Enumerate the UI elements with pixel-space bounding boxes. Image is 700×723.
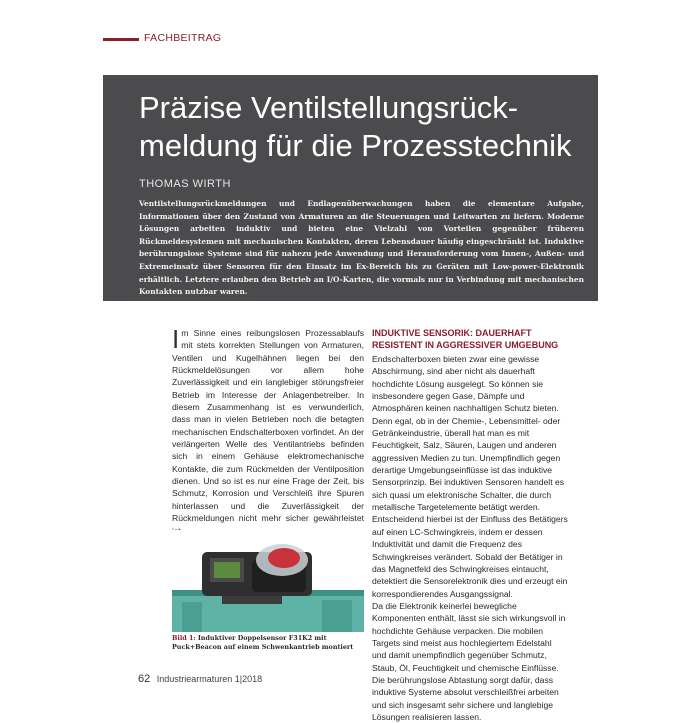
kicker-rule [103, 38, 139, 41]
article-title: Präzise Ventilstellungsrück-meldung für die Prozesstechnik [139, 90, 572, 163]
figure-label: Bild 1: [172, 634, 196, 642]
page-number: 62 [138, 673, 151, 685]
body-text-left: m Sinne eines reibungslosen Prozessablaufs mit stets korrekten Stellungen von Armaturen, Ventilen und Kugelhähnen liegen bei den Rückmeldelösungen vor allem hohe Zuverlässigkeit und ein langlebiger störungsfreier Betrieb im Interesse der Anlagenbetreiber. In diesem Zusammenhang ist es verwunderlich, dass man in vielen Betrieben noch die betagten mechanischen Endschalterboxen vorfindet. An der verlängerten Welle des Ventilantriebs befinden sich in einem Gehäuse elektromechanische Kontakte, die zum Rückmelden der Ventilposition dienen. Und so ist es nur eine Frage der Zeit, bis Schmutz, Korrosion und Verschleiß ihre Spuren hinterlassen und die Zuverlässigkeit der Rückmeldungen nicht mehr sicher gewährleistet [172, 328, 364, 524]
publication-name: Industriearmaturen 1|2018 [156, 674, 263, 684]
drop-cap: I [172, 324, 180, 354]
product-photo [172, 530, 364, 632]
section-kicker: FACHBEITRAG [144, 32, 222, 44]
body-column-left [172, 324, 364, 537]
title-block [103, 75, 598, 301]
body-text-right-2: Da die Elektronik keinerlei bewegliche Komponenten enthält, lässt sie sich wirkungsvoll in hochdichte Gehäuse verpacken. Die mobilen Targets sind meist aus hochlegiertem Edelstahl und damit unempfindlich gegenüber Schmutz, Staub, Öl, Feuchtigkeit und chemische Einflüsse. Die berührungslose Abtastung sorgt dafür, dass induktive Systeme absolut verschleißfrei arbeiten und sich insgesamt sehr sichere und langlebige Lösungen realisieren lassen. [372, 600, 566, 722]
figure-caption-text: Induktiver Doppelsensor F31K2 mit Puck+Beacon auf einem Schwenkantrieb montiert [172, 634, 354, 651]
article-lead: Ventilstellungsrückmeldungen und Endlagenüberwachungen haben die elementare Aufgabe, Informationen über den Zustand von Armaturen an die Steuerungen und Leitwarten zu liefern. Moderne Lösungen arbeiten induktiv und bieten eine Vielzahl von Vorteilen gegenüber früheren Rückmeldesystemen mit mechanischen Kontakten, deren Lebensdauer häufig eingeschränkt ist. Induktive berührungslose Systeme sind für nahezu jede Anwendung und Herausforderung vom Innen-, Außen- und Extremeinsatz über Sensoren für den Einsatz im Ex-Bereich bis zu Geräten mit Low-power-Elektronik erhältlich. Letztere erlauben den Betrieb an I/O-Karten, die vormals nur in Verbindung mit mechanischen Kontakten nutzbar waren. [139, 199, 584, 297]
body-column-right [372, 327, 568, 723]
figure-caption [172, 634, 367, 652]
article-author: THOMAS WIRTH [139, 178, 231, 190]
body-text-right-1: Endschalterboxen bieten zwar eine gewisse Abschirmung, sind aber nicht als dauerhaft hochdichte Lösung ausgelegt. So können sie insbesondere gegen Gase, Dämpfe und Atmosphären keinen nachhaltigen Schutz bieten. Denn egal, ob in der Chemie-, Lebensmittel- oder Getränkeindustrie, überall hat man es mit Feuchtigkeit, Salz, Säuren, Laugen und anderen aggressiven Medien zu tun. Unempfindlich gegen derartige Umgebungseinflüsse ist das induktive Sensorprinzip. Bei induktiven Sensoren handelt es sich quasi um elektronische Schalter, die durch metallische Targetelemente betätigt werden. Entscheidend hierbei ist der Einfluss des Betätigers auf einen LC-Schwingkreis, indem er dessen Induktivität und damit die Frequenz des Schwingkreises verändert. Sobald der Betätiger in das Magnetfeld des Schwingkreises eintaucht, detektiert die Sensorelektronik dies und erzeugt ein korrespondierendes Ausgangssignal. [372, 354, 568, 599]
page-footer [138, 673, 262, 685]
subheading: INDUKTIVE SENSORIK: DAUERHAFT RESISTENT IN AGGRESSIVER UMGEBUNG [372, 328, 559, 350]
